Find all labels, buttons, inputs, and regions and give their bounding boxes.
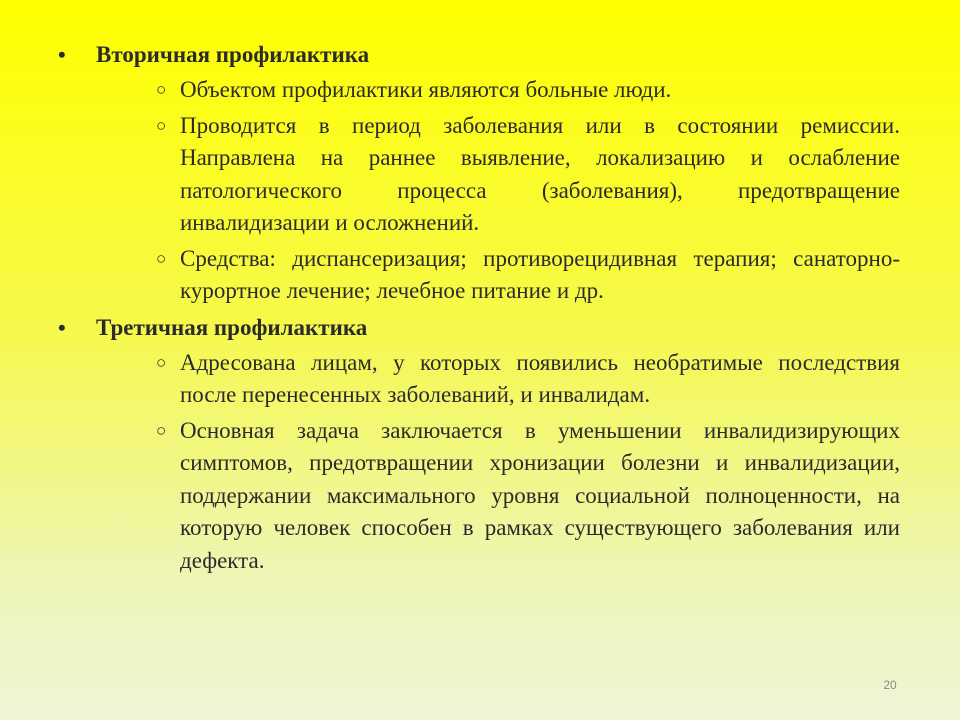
section-title-text: Третичная профилактика — [96, 314, 368, 340]
circle-bullet-icon: ○ — [156, 352, 167, 372]
list-item — [156, 110, 900, 240]
list-item — [156, 243, 900, 308]
list-item-text: Объектом профилактики являются больные люди. — [180, 77, 672, 102]
list-item — [156, 415, 900, 578]
bullet-icon: • — [58, 42, 66, 67]
circle-bullet-icon: ○ — [156, 248, 167, 268]
list-item — [156, 74, 900, 107]
slide-content — [58, 38, 900, 580]
list-item-text: Проводится в период заболевания или в состоянии ремиссии. Направлена на раннее выявление, локализацию и ослабление патологического процесса (заболевания), предотвращение инвалидизации и осложнений. — [180, 112, 900, 235]
circle-bullet-icon: ○ — [156, 420, 167, 440]
page-number: 20 — [883, 678, 897, 692]
circle-bullet-icon: ○ — [156, 115, 167, 135]
section-title-tertiary-prevention — [58, 311, 900, 345]
bullet-icon: • — [58, 314, 66, 340]
list-item-text: Средства: диспансеризация; противорецидивная терапия; санаторно-курортное лечение; лечебное питание и др. — [180, 245, 900, 303]
circle-bullet-icon: ○ — [156, 80, 167, 99]
list-item-text: Основная задача заключается в уменьшении инвалидизирующих симптомов, предотвращении хронизации болезни и инвалидизации, поддержании максимального уровня социальной полноценности, на которую человек способен в рамках существующего заболевания или дефекта. — [180, 417, 900, 573]
section-title-text: Вторичная профилактика — [96, 42, 370, 67]
list-item — [156, 347, 900, 412]
section-title-secondary-prevention — [58, 38, 900, 72]
list-item-text: Адресована лицам, у которых появились необратимые последствия после перенесенных заболеваний, и инвалидам. — [180, 349, 900, 407]
